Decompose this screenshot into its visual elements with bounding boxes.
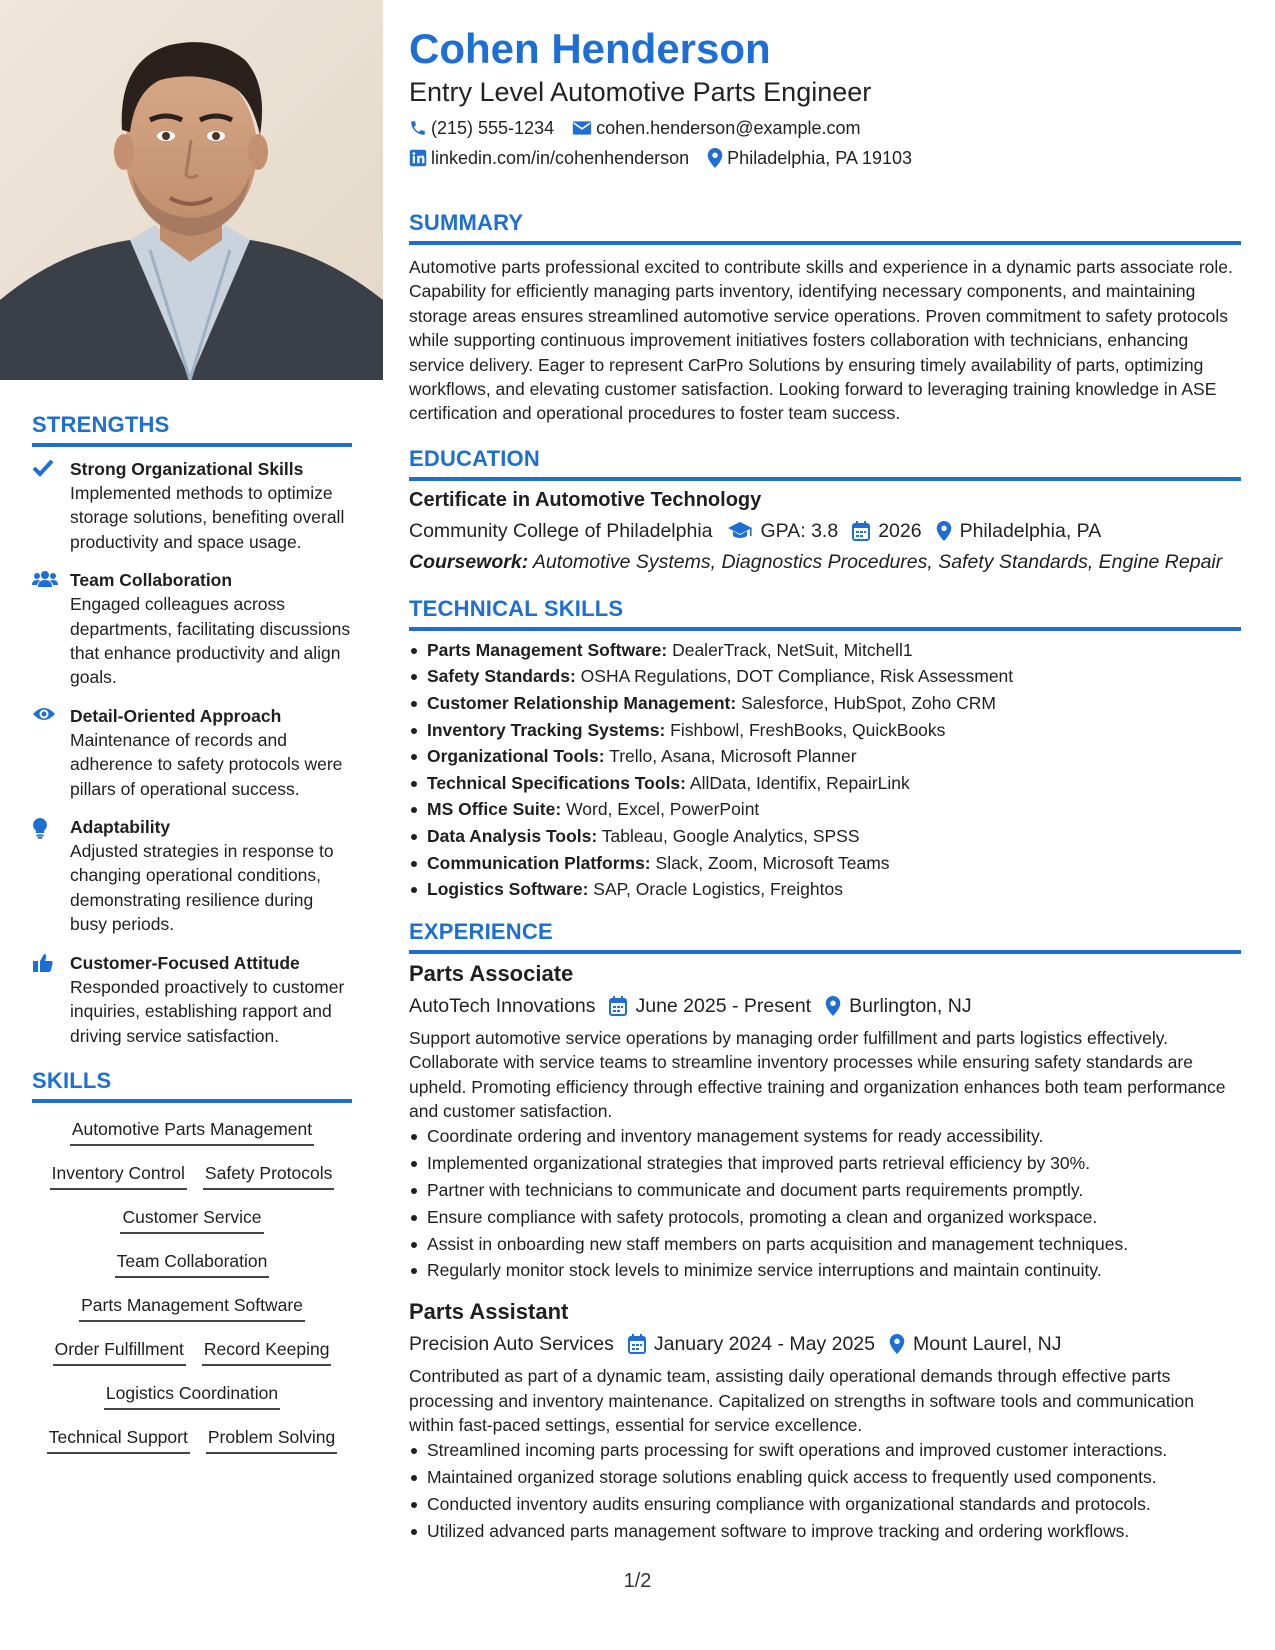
skills-tags <box>32 1117 352 1454</box>
sidebar <box>32 412 352 1469</box>
job-bullet: Partner with technicians to communicate and document parts requirements promptly. <box>409 1177 1241 1204</box>
technical-skill-item <box>409 663 1241 690</box>
gpa <box>727 517 839 545</box>
education-heading: EDUCATION <box>409 446 1241 481</box>
strength-item <box>32 951 352 1048</box>
company <box>409 1330 614 1358</box>
technical-skill-item <box>409 796 1241 823</box>
skills-row <box>32 1425 352 1454</box>
location <box>707 146 912 170</box>
coursework-label: Coursework: <box>409 550 529 573</box>
map-pin-icon <box>889 1334 905 1354</box>
coursework-text: Automotive Systems, Diagnostics Procedures, Safety Standards, Engine Repair <box>532 550 1223 573</box>
eye-icon <box>32 704 70 801</box>
skill-tag: Logistics Coordination <box>104 1381 280 1410</box>
strength-desc: Adjusted strategies in response to changing operational conditions, demonstrating resilience during busy periods. <box>70 841 334 935</box>
strength-desc: Maintenance of records and adherence to safety protocols were pillars of operational success. <box>70 729 343 799</box>
main-column <box>409 24 1241 1559</box>
experience-list <box>409 960 1241 1545</box>
skill-tag: Parts Management Software <box>79 1293 305 1322</box>
technical-skill-value: AllData, Identifix, RepairLink <box>689 772 910 793</box>
education-meta <box>409 517 1241 545</box>
job-description: Contributed as part of a dynamic team, assisting daily operational demands through effective parts processing and inventory maintenance. Capitalized on strengths in software tools and communication within fast-paced settings, essential for service excellence. <box>409 1366 1195 1435</box>
contact-row-2 <box>409 146 1241 170</box>
calendar-icon <box>628 1334 646 1354</box>
technical-skill-item <box>409 637 1241 664</box>
company-text: Precision Auto Services <box>409 1333 614 1356</box>
skill-tag: Customer Service <box>120 1205 263 1234</box>
job-location-text: Mount Laurel, NJ <box>913 1333 1062 1356</box>
check-icon <box>32 457 70 554</box>
technical-skill-value: SAP, Oracle Logistics, Freightos <box>593 879 843 900</box>
technical-skill-label: Logistics Software: <box>427 879 589 900</box>
phone-icon <box>409 119 427 137</box>
email[interactable] <box>572 116 860 140</box>
skill-tag: Safety Protocols <box>203 1161 334 1190</box>
job-dates <box>609 992 811 1020</box>
job-bullet: Ensure compliance with safety protocols, promoting a clean and organized workspace. <box>409 1204 1241 1231</box>
skills-row <box>32 1381 352 1410</box>
job-title: Parts Assistant <box>409 1299 569 1325</box>
technical-skills-heading: TECHNICAL SKILLS <box>409 596 1241 631</box>
technical-skill-label: Safety Standards: <box>427 666 576 687</box>
job-entry <box>409 1298 1241 1544</box>
coursework <box>409 548 1241 576</box>
linkedin-text: linkedin.com/in/cohenhenderson <box>431 148 690 168</box>
skills-row <box>32 1205 352 1234</box>
job-bullets <box>409 1437 1241 1544</box>
skill-tag: Order Fulfillment <box>53 1337 186 1366</box>
technical-skill-value: Fishbowl, FreshBooks, QuickBooks <box>670 719 946 740</box>
strength-title: Strong Organizational Skills <box>70 459 304 479</box>
technical-skills-list <box>409 637 1241 903</box>
technical-skill-item <box>409 690 1241 717</box>
company <box>409 992 595 1020</box>
phone[interactable] <box>409 116 554 140</box>
technical-skill-label: MS Office Suite: <box>427 799 562 820</box>
strength-item <box>32 815 352 937</box>
lightbulb-icon <box>32 815 70 937</box>
job-dates <box>628 1330 875 1358</box>
strength-title: Detail-Oriented Approach <box>70 705 282 726</box>
job-title: Parts Associate <box>409 960 574 986</box>
technical-skill-item <box>409 770 1241 797</box>
school-text: Community College of Philadelphia <box>409 519 713 542</box>
page-number: 1/2 <box>623 1570 652 1592</box>
technical-skill-value: Salesforce, HubSpot, Zoho CRM <box>741 693 996 714</box>
summary-heading: SUMMARY <box>409 210 1241 245</box>
job-bullet: Streamlined incoming parts processing for swift operations and improved customer interactions. <box>409 1437 1241 1464</box>
technical-skill-item <box>409 850 1241 877</box>
edu-location <box>936 517 1102 545</box>
contact-row-1 <box>409 116 1241 140</box>
job-location <box>889 1330 1062 1358</box>
year-text: 2026 <box>878 519 922 542</box>
summary-text: Automotive parts professional excited to contribute skills and experience in a dynamic parts associate role. Capability for efficiently managing parts inventory, identifying necessary components, and maintaining storage areas ensures streamlined automotive service operations. Proven commitment to safety protocols while supporting continuous improvement initiatives fosters collaboration with technicians, enhancing service delivery. Eager to represent CarPro Solutions by ensuring timely availability of parts, optimizing workflows, and elevating customer satisfaction. Looking forward to leveraging training knowledge in ASE certification and operational procedures to foster team success. <box>409 257 1233 424</box>
skill-tag: Technical Support <box>47 1425 190 1454</box>
technical-skill-value: OSHA Regulations, DOT Compliance, Risk Assessment <box>580 666 1014 687</box>
location-text: Philadelphia, PA 19103 <box>727 148 912 168</box>
technical-skill-label: Communication Platforms: <box>427 852 651 873</box>
strength-title: Customer-Focused Attitude <box>70 952 300 973</box>
users-icon <box>32 568 70 690</box>
strengths-list <box>32 457 352 1048</box>
technical-skill-label: Technical Specifications Tools: <box>427 772 686 793</box>
skill-tag: Problem Solving <box>206 1425 337 1454</box>
technical-skill-label: Parts Management Software: <box>427 639 668 660</box>
technical-skill-label: Data Analysis Tools: <box>427 826 598 846</box>
technical-skill-value: Trello, Asana, Microsoft Planner <box>609 746 857 767</box>
map-pin-icon <box>936 521 952 541</box>
job-bullet: Implemented organizational strategies that improved parts retrieval efficiency by 30%. <box>409 1150 1241 1177</box>
job-bullet: Regularly monitor stock levels to minimize service interruptions and maintain continuity. <box>409 1257 1241 1284</box>
calendar-icon <box>609 996 627 1016</box>
envelope-icon <box>572 120 592 136</box>
technical-skill-value: Slack, Zoom, Microsoft Teams <box>655 852 890 873</box>
graduation-cap-icon <box>727 521 753 541</box>
job-meta <box>409 1330 1241 1358</box>
experience-heading: EXPERIENCE <box>409 919 1241 954</box>
job-description: Support automotive service operations by managing order fulfillment and parts logistics effectively. Collaborate with service teams to streamline inventory processes while ensuring safety standards are upheld. Promoting efficiency through effective training and organization enhances both team performance and customer satisfaction. <box>409 1027 1226 1121</box>
strength-title: Adaptability <box>70 817 171 838</box>
job-location <box>825 992 971 1020</box>
skill-tag: Inventory Control <box>50 1161 187 1190</box>
job-bullet: Conducted inventory audits ensuring compliance with organizational standards and protocols. <box>409 1491 1241 1518</box>
job-bullet: Maintained organized storage solutions enabling quick access to frequently used components. <box>409 1464 1241 1491</box>
job-meta <box>409 992 1241 1020</box>
strength-title: Team Collaboration <box>70 570 233 591</box>
job-bullet: Coordinate ordering and inventory management systems for ready accessibility. <box>409 1123 1241 1150</box>
skills-row <box>32 1249 352 1278</box>
job-bullet: Utilized advanced parts management software to improve tracking and ordering workflows. <box>409 1518 1241 1545</box>
map-pin-icon <box>825 996 841 1016</box>
strength-desc: Implemented methods to optimize storage solutions, benefiting overall productivity and space usage. <box>70 483 345 552</box>
strength-item <box>32 704 352 801</box>
skills-row <box>32 1161 352 1190</box>
school <box>409 517 713 545</box>
phone-text: (215) 555-1234 <box>431 118 555 138</box>
company-text: AutoTech Innovations <box>409 994 596 1017</box>
skill-tag: Automotive Parts Management <box>70 1117 314 1146</box>
technical-skill-item <box>409 717 1241 744</box>
candidate-name: Cohen Henderson <box>409 25 771 72</box>
technical-skill-label: Inventory Tracking Systems: <box>427 719 666 740</box>
map-pin-icon <box>707 148 723 168</box>
edu-location-text: Philadelphia, PA <box>959 519 1102 542</box>
technical-skill-item <box>409 743 1241 770</box>
linkedin[interactable] <box>409 146 689 170</box>
skills-row <box>32 1117 352 1146</box>
skills-row <box>32 1293 352 1322</box>
technical-skill-label: Customer Relationship Management: <box>427 693 737 714</box>
technical-skill-value: DealerTrack, NetSuit, Mitchell1 <box>672 639 913 660</box>
strength-item <box>32 568 352 690</box>
linkedin-icon <box>409 149 427 167</box>
job-location-text: Burlington, NJ <box>849 994 972 1017</box>
skills-row <box>32 1337 352 1366</box>
skills-heading: SKILLS <box>32 1068 352 1103</box>
job-entry <box>409 960 1241 1284</box>
job-dates-text: January 2024 - May 2025 <box>653 1333 875 1356</box>
year <box>852 517 921 545</box>
strength-item <box>32 457 352 554</box>
job-bullets <box>409 1123 1241 1284</box>
technical-skill-value: Tableau, Google Analytics, SPSS <box>601 826 860 846</box>
strength-desc: Responded proactively to customer inquiries, establishing rapport and driving service satisfaction. <box>70 976 345 1046</box>
technical-skill-label: Organizational Tools: <box>427 746 605 767</box>
strengths-heading: STRENGTHS <box>32 412 352 447</box>
degree: Certificate in Automotive Technology <box>409 488 762 511</box>
gpa-text: GPA: 3.8 <box>760 519 839 542</box>
technical-skill-value: Word, Excel, PowerPoint <box>566 799 760 820</box>
profile-photo <box>0 0 383 380</box>
skill-tag: Record Keeping <box>202 1337 332 1366</box>
thumbs-up-icon <box>32 951 70 1048</box>
strength-desc: Engaged colleagues across departments, facilitating discussions that enhance productivity and align goals. <box>70 594 351 688</box>
calendar-icon <box>852 521 870 541</box>
technical-skill-item <box>409 823 1241 850</box>
job-dates-text: June 2025 - Present <box>635 994 812 1017</box>
job-role: Entry Level Automotive Parts Engineer <box>409 77 872 107</box>
technical-skill-item <box>409 876 1241 903</box>
email-text: cohen.henderson@example.com <box>596 118 861 138</box>
job-bullet: Assist in onboarding new staff members on parts acquisition and management techniques. <box>409 1231 1241 1258</box>
skill-tag: Team Collaboration <box>115 1249 270 1278</box>
